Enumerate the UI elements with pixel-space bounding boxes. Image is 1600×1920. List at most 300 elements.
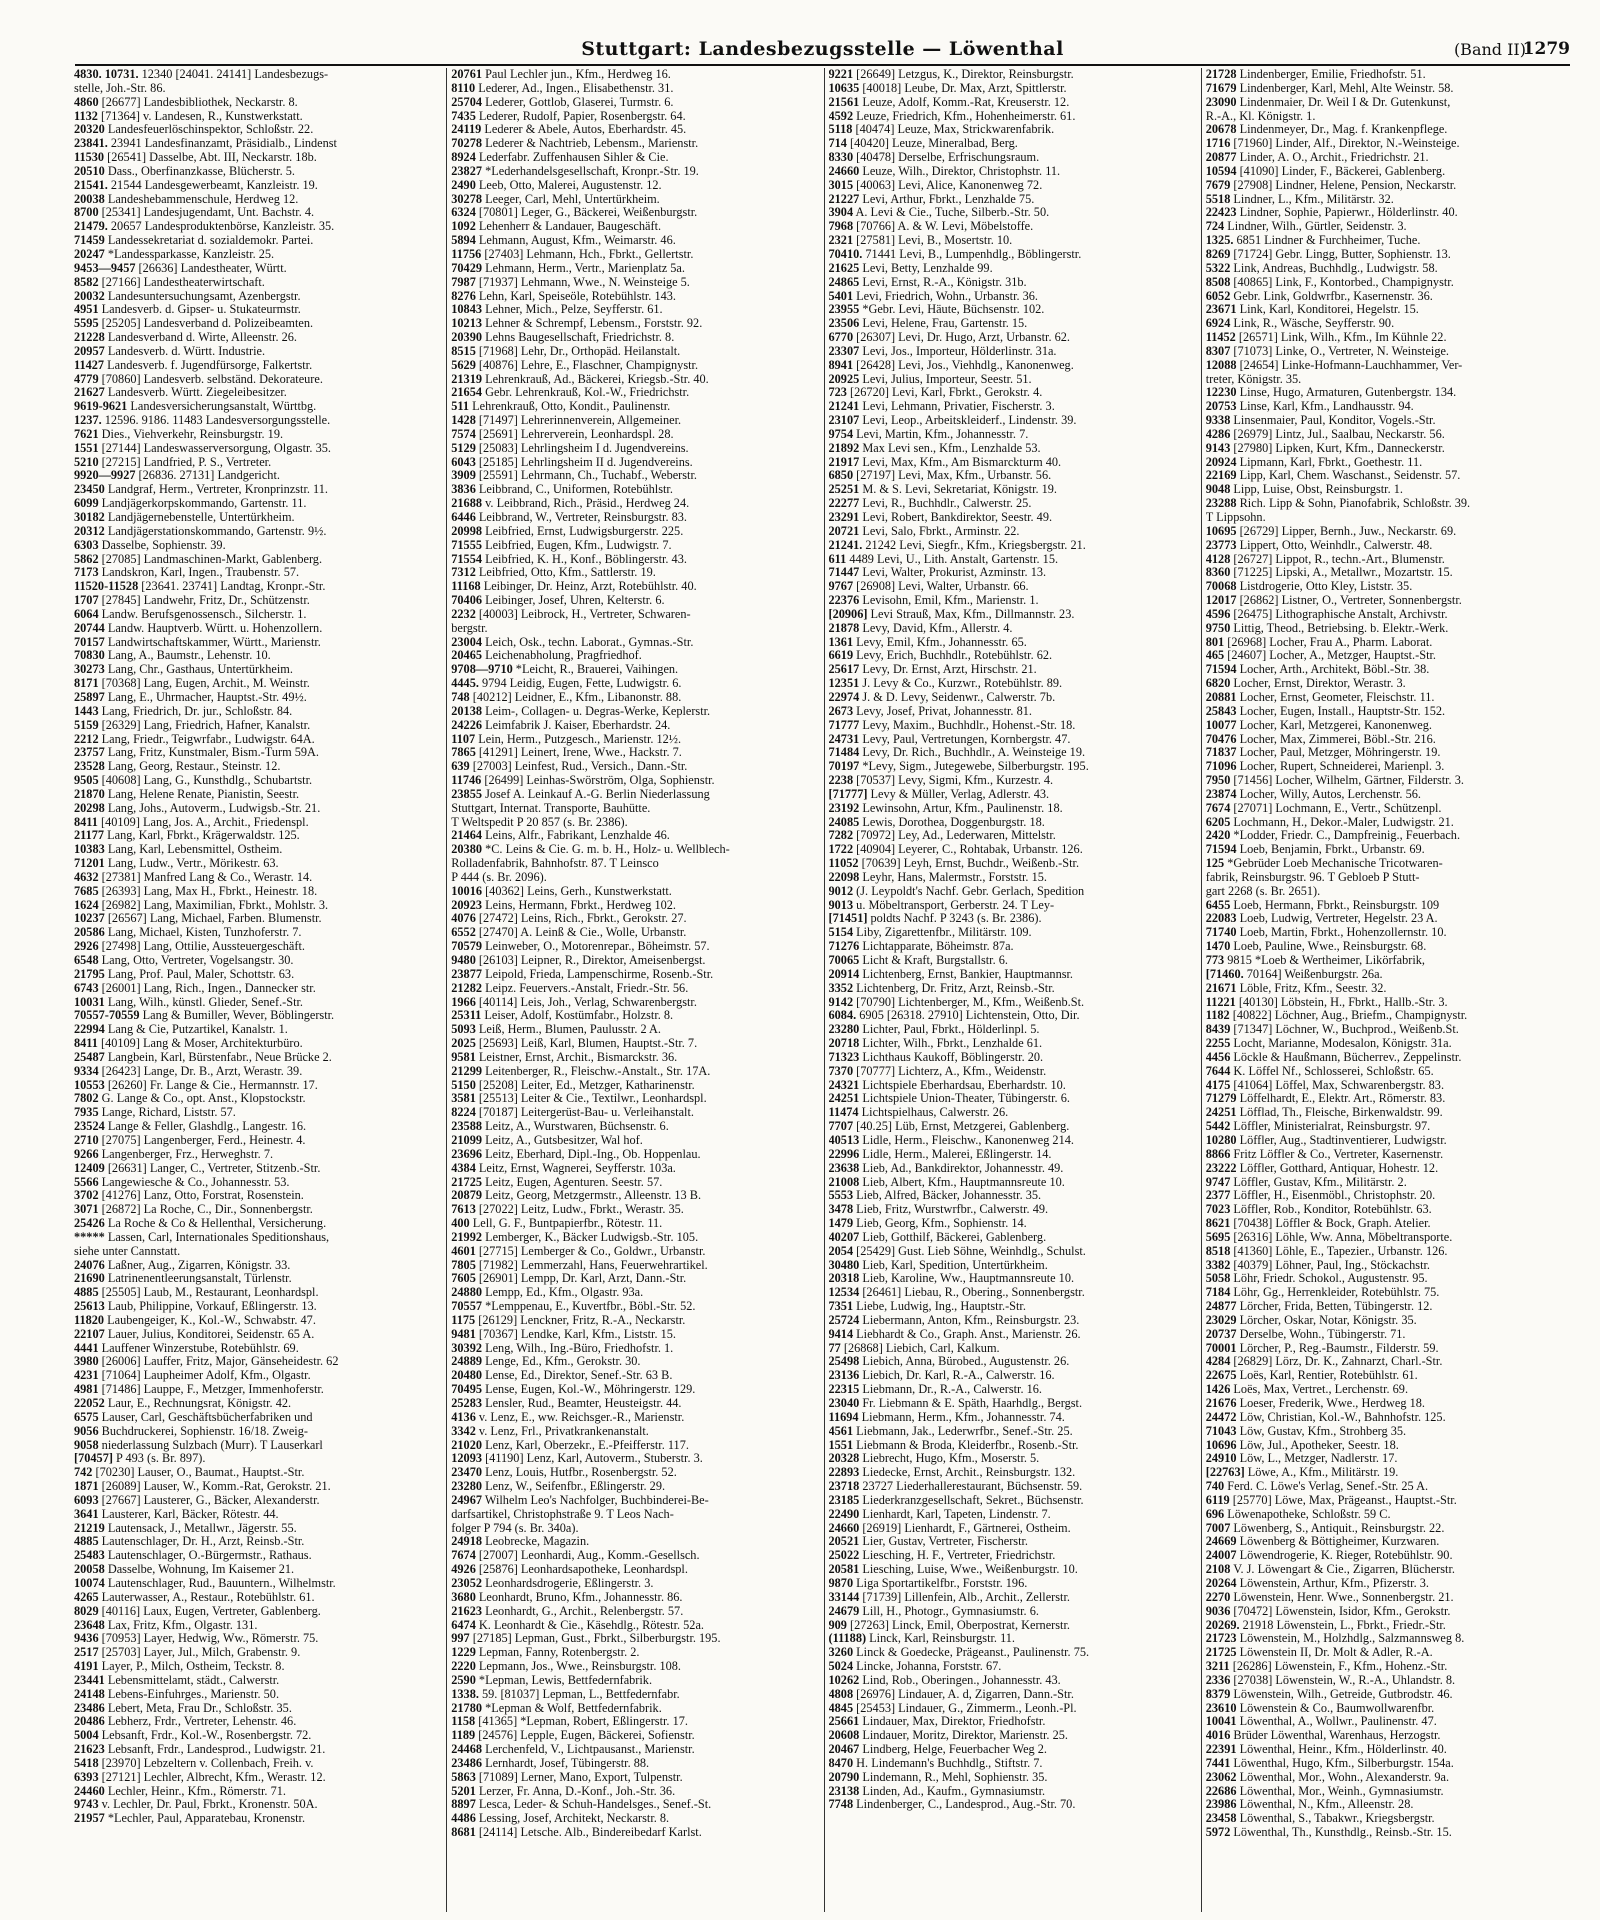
directory-entry	[451, 539, 817, 553]
phone-number: 25724	[828, 1313, 860, 1327]
phone-number: 3478	[828, 1203, 854, 1217]
phone-number: 33144	[828, 1590, 860, 1604]
directory-entry	[451, 1009, 817, 1023]
phone-number: 23441	[74, 1673, 105, 1687]
phone-number: (11188)	[828, 1632, 867, 1646]
entry-text: [41360] Löhle, E., Tapezier., Urbanstr. 126.	[1230, 1244, 1448, 1258]
phone-number: 24321	[828, 1078, 860, 1092]
directory-entry	[451, 1508, 817, 1522]
directory-entry	[1206, 386, 1572, 400]
directory-columns	[70, 68, 1578, 1912]
entry-text: [27381] Manfred Lang & Co., Werastr. 14.	[98, 870, 313, 884]
directory-entry	[74, 1425, 440, 1439]
directory-entry	[829, 511, 1195, 525]
phone-number: 7613	[451, 1203, 476, 1217]
entry-text: Levi, Arthur, Fbrkt., Lenzhalde 75.	[859, 192, 1035, 206]
phone-number: 7282	[828, 829, 854, 843]
entry-text: 20657 Landesproduktenbörse, Kanzleistr. 35.	[107, 220, 335, 234]
phone-number: 24085	[828, 815, 860, 829]
directory-entry	[829, 1466, 1195, 1480]
directory-entry	[74, 248, 440, 262]
entry-text: [27003] Leinfest, Rud., Versich., Dann.-Str.	[469, 760, 688, 774]
phone-number: 3980	[74, 1355, 99, 1369]
directory-entry	[829, 1300, 1195, 1314]
phone-number: 5972	[1205, 1826, 1231, 1840]
directory-entry	[451, 262, 817, 276]
phone-number: 23090	[1205, 95, 1237, 109]
entry-text: Lichtspiele Eberhardsau, Eberhardstr. 10.	[859, 1078, 1066, 1092]
phone-number: 23486	[74, 1701, 105, 1715]
directory-entry	[74, 1259, 440, 1273]
directory-entry	[1206, 677, 1572, 691]
entry-text: Linck & Goedecke, Prägeanst., Paulinenstr. 75.	[853, 1646, 1090, 1660]
directory-entry	[829, 82, 1195, 96]
entry-text: Leeger, Carl, Mehl, Untertürkheim.	[482, 192, 660, 206]
directory-entry	[829, 1397, 1195, 1411]
page-header	[75, 38, 1570, 66]
phone-number: 11452	[1205, 331, 1236, 345]
directory-entry	[1206, 1369, 1572, 1383]
directory-entry	[829, 940, 1195, 954]
phone-number: 23757	[74, 746, 105, 760]
entry-text: Lang & Cie, Putzartikel, Kanalstr. 1.	[104, 1023, 288, 1037]
entry-text: Leiß, Herm., Blumen, Paulusstr. 2 A.	[475, 1023, 661, 1037]
phone-number: 23192	[828, 801, 860, 815]
entry-text: Locher, Arth., Architekt, Böbl.-Str. 38.	[1236, 663, 1430, 677]
entry-text: Lang, Michael, Kisten, Tunzhoferstr. 7.	[104, 926, 302, 940]
entry-text: [27071] Lochmann, E., Vertr., Schützenpl.	[1230, 801, 1442, 815]
directory-entry	[74, 926, 440, 940]
entry-text: Lichter, Paul, Fbrkt., Hölderlinpl. 5.	[859, 1023, 1040, 1037]
entry-text: Löckle & Haußmann, Bücherrev., Zeppelinstr.	[1230, 1050, 1462, 1064]
entry-text: Leonhardt, G., Archit., Relenbergstr. 57.	[482, 1604, 684, 1618]
directory-entry	[829, 1106, 1195, 1120]
phone-number: 2054	[828, 1244, 854, 1258]
entry-text: Löwendrogerie, K. Rieger, Rotebühlstr. 90.	[1236, 1549, 1453, 1563]
directory-entry	[829, 1134, 1195, 1148]
entry-text: Lange, Richard, Liststr. 57.	[98, 1106, 236, 1120]
directory-entry	[1206, 317, 1572, 331]
entry-text: [26567] Lang, Michael, Farben. Blumenstr.	[104, 912, 322, 926]
phone-number: [71451]	[828, 912, 868, 926]
entry-text: Levi, Walter, Prokurist, Azminstr. 13.	[859, 566, 1047, 580]
directory-entry	[1206, 373, 1572, 387]
directory-entry	[74, 1397, 440, 1411]
entry-text: *Lemppenau, E., Kuvertfbr., Böbl.-Str. 52.	[482, 1300, 696, 1314]
directory-entry	[74, 1715, 440, 1729]
phone-number: 22996	[828, 1147, 860, 1161]
entry-text: Lieb, Karl, Spedition, Untertürkheim.	[859, 1258, 1048, 1272]
directory-entry	[1206, 1148, 1572, 1162]
entry-text: Leitz, Georg, Metzgermstr., Alleenstr. 13 B.	[482, 1189, 702, 1203]
entry-text: [25205] Landesverband d. Polizeibeamten.	[98, 317, 314, 331]
phone-number: 7312	[451, 566, 476, 580]
directory-entry	[451, 1563, 817, 1577]
phone-number: 25426	[74, 1217, 105, 1231]
phone-number: 6084.	[828, 1009, 857, 1023]
entry-text: [27121] Lechler, Albrecht, Kfm., Werastr. 12.	[98, 1770, 326, 1784]
directory-entry	[74, 206, 440, 220]
entry-text: [40.25] Lüb, Ernst, Metzgerei, Gablenberg.	[853, 1120, 1070, 1134]
directory-entry	[451, 1176, 817, 1190]
directory-entry	[74, 123, 440, 137]
entry-text: Leitenberger, R., Fleischw.-Anstalt., Str. 17A.	[482, 1064, 711, 1078]
directory-entry	[74, 829, 440, 843]
directory-entry	[829, 1259, 1195, 1273]
directory-entry	[829, 1425, 1195, 1439]
entry-text: [70472] Löwenstein, Isidor, Kfm., Gerokstr.	[1230, 1604, 1451, 1618]
phone-number: 6303	[74, 538, 99, 552]
phone-number: 71447	[828, 566, 860, 580]
entry-text: Lewis, Dorothea, Doggenburgstr. 18.	[859, 815, 1045, 829]
directory-entry	[829, 926, 1195, 940]
directory-entry	[1206, 746, 1572, 760]
entry-text: Lindenmaier, Dr. Weil I & Dr. Gutenkunst,	[1236, 95, 1451, 109]
entry-text: Liebich, Dr. Karl, R.-A., Calwerstr. 16.	[859, 1369, 1055, 1383]
entry-text: Linse, Hugo, Armaturen, Gutenbergstr. 134.	[1236, 386, 1457, 400]
phone-number: 23648	[74, 1618, 105, 1632]
directory-entry	[1206, 1286, 1572, 1300]
entry-text: Lindenberger, Emilie, Friedhofstr. 51.	[1236, 68, 1426, 81]
entry-text: [70187] Leitergerüst-Bau- u. Verleihanstalt.	[475, 1106, 694, 1120]
phone-number: 7351	[828, 1300, 854, 1314]
phone-number: 25487	[74, 1050, 105, 1064]
entry-text: siehe unter Cannstatt.	[74, 1244, 181, 1258]
entry-text: 21918 Löwenstein, L., Fbrkt., Friedr.-Str.	[1239, 1618, 1446, 1632]
directory-entry	[1206, 816, 1572, 830]
phone-number: 24007	[1205, 1549, 1237, 1563]
phone-number: 1182	[1205, 1009, 1230, 1023]
directory-entry	[451, 954, 817, 968]
phone-number: 3015	[828, 178, 854, 192]
directory-entry	[1206, 968, 1572, 982]
directory-entry	[74, 193, 440, 207]
directory-entry	[451, 428, 817, 442]
directory-entry	[451, 760, 817, 774]
phone-number: 20957	[74, 344, 105, 358]
entry-text: [26260] Fr. Lange & Cie., Hermannstr. 17.	[104, 1078, 318, 1092]
directory-entry	[451, 1328, 817, 1342]
phone-number: 8439	[1205, 1023, 1231, 1037]
phone-number: 24877	[1205, 1300, 1237, 1314]
phone-number: 71594	[1205, 663, 1237, 677]
directory-entry	[1206, 206, 1572, 220]
entry-text: [70953] Layer, Hedwig, Ww., Römerstr. 75.	[98, 1632, 319, 1646]
entry-text: Lax, Fritz, Kfm., Olgastr. 131.	[104, 1618, 258, 1632]
entry-text: Leiser, Adolf, Kostümfabr., Holzstr. 8.	[481, 1009, 674, 1023]
directory-entry	[829, 1189, 1195, 1203]
directory-entry	[1206, 760, 1572, 774]
directory-entry	[1206, 68, 1572, 82]
directory-entry	[829, 497, 1195, 511]
entry-text: Löwenthal, Th., Kunsthdlg., Reinsb.-Str. 15.	[1230, 1826, 1452, 1840]
phone-number: [70457]	[74, 1452, 113, 1466]
phone-number: 4136	[451, 1410, 476, 1424]
phone-number: 639	[451, 760, 470, 774]
phone-number: 773	[1205, 954, 1225, 967]
entry-text: [27022] Leitz, Ludw., Fbrkt., Werastr. 35.	[475, 1203, 684, 1217]
phone-number: 2232	[451, 607, 476, 621]
phone-number: 70406	[451, 594, 482, 608]
entry-text: Lebherz, Frdr., Vertreter, Lehenstr. 46.	[104, 1715, 297, 1729]
directory-entry	[1206, 1106, 1572, 1120]
phone-number: 21878	[828, 621, 860, 635]
entry-text: [71968] Lehr, Dr., Orthopäd. Heilanstalt.	[475, 344, 681, 358]
entry-text: T Weltspedit P 20 857 (s. Br. 2386).	[451, 815, 628, 829]
phone-number: 9221	[828, 68, 854, 81]
entry-text: Lindemann, R., Mehl, Sophienstr. 35.	[859, 1770, 1048, 1784]
directory-entry	[829, 262, 1195, 276]
phone-number: 2220	[451, 1660, 476, 1674]
directory-entry	[74, 1771, 440, 1785]
directory-entry	[74, 497, 440, 511]
directory-entry	[829, 816, 1195, 830]
entry-text: Löwenapotheke, Schloßstr. 59 C.	[1224, 1507, 1391, 1521]
directory-entry	[451, 1522, 817, 1536]
directory-entry	[829, 1328, 1195, 1342]
phone-number: 9414	[828, 1327, 854, 1341]
directory-entry	[451, 553, 817, 567]
phone-number: 8411	[74, 1037, 98, 1051]
directory-entry	[1206, 1439, 1572, 1453]
directory-entry	[1206, 1009, 1572, 1023]
directory-entry	[1206, 511, 1572, 525]
phone-number: 20608	[828, 1729, 860, 1743]
phone-number: 7685	[74, 884, 99, 898]
phone-number: 20312	[74, 524, 105, 538]
entry-text: Leibfried, Eugen, Kfm., Ludwigstr. 7.	[482, 538, 672, 552]
directory-entry	[829, 1079, 1195, 1093]
phone-number: 30480	[828, 1258, 860, 1272]
entry-text: Lindenberger, C., Landesprod., Aug.-Str. 70.	[853, 1798, 1076, 1812]
directory-entry	[451, 1771, 817, 1785]
directory-entry	[829, 1729, 1195, 1743]
phone-number: 1229	[451, 1646, 476, 1660]
directory-entry	[829, 982, 1195, 996]
phone-number: 714	[828, 137, 847, 151]
directory-entry	[829, 373, 1195, 387]
directory-entry	[829, 1494, 1195, 1508]
directory-entry	[74, 1798, 440, 1812]
entry-text: Loeb, Pauline, Wwe., Reinsburgstr. 68.	[1230, 940, 1427, 954]
entry-text: Leuze, Friedrich, Kfm., Hohenheimerstr. 61.	[853, 109, 1076, 123]
phone-number: 4441	[74, 1341, 99, 1355]
entry-text: [24607] Locher, A., Metzger, Hauptst.-Str.	[1224, 649, 1436, 663]
directory-entry	[829, 525, 1195, 539]
directory-entry	[1206, 234, 1572, 248]
entry-text: *Landessparkasse, Kanzleistr. 25.	[104, 247, 275, 261]
directory-entry	[829, 1577, 1195, 1591]
directory-entry	[829, 386, 1195, 400]
phone-number: 1175	[451, 1313, 476, 1327]
entry-text: v. Lechler, Dr. Paul, Fbrkt., Kronenstr. 50A.	[98, 1798, 318, 1812]
entry-text: Lang, E., Uhrmacher, Hauptst.-Str. 49½.	[104, 690, 307, 704]
entry-text: Löw, L., Metzger, Nadlerstr. 17.	[1236, 1452, 1398, 1466]
phone-number: 1551	[74, 441, 99, 455]
entry-text: Lochmann, H., Dekor.-Maler, Ludwigstr. 21.	[1230, 815, 1454, 829]
phone-number: 21725	[1205, 1646, 1237, 1660]
entry-text: Löffler, Ministerialrat, Reinsburgstr. 97.	[1230, 1120, 1431, 1134]
phone-number: 8700	[74, 206, 99, 220]
entry-text: Leibfried, Ernst, Ludwigsburgerstr. 225.	[482, 524, 684, 538]
phone-number: 909	[828, 1618, 847, 1632]
phone-number: 4456	[1205, 1050, 1231, 1064]
entry-text: Lieb, Georg, Kfm., Sophienstr. 14.	[853, 1217, 1027, 1231]
phone-number: 9754	[828, 427, 854, 441]
entry-text: Leeb, Otto, Malerei, Augustenstr. 12.	[475, 178, 662, 192]
entry-text: Landessekretariat d. sozialdemokr. Partei.	[104, 234, 314, 248]
directory-entry	[74, 622, 440, 636]
phone-number: 21241.	[828, 538, 863, 552]
directory-entry	[1206, 899, 1572, 913]
directory-entry	[74, 594, 440, 608]
entry-text: [71064] Laupheimer Adolf, Kfm., Olgastr.	[98, 1369, 311, 1383]
entry-text: 9794 Leidig, Eugen, Fette, Ludwigstr. 6.	[478, 677, 682, 691]
phone-number: 1470	[1205, 940, 1231, 954]
directory-entry	[451, 1134, 817, 1148]
phone-number: 9013	[828, 898, 854, 912]
directory-entry	[1206, 220, 1572, 234]
directory-entry	[829, 1286, 1195, 1300]
entry-text: *Leicht, R., Brauerei, Vaihingen.	[512, 663, 679, 677]
phone-number: 8360	[1205, 566, 1231, 580]
entry-text: Dass., Oberfinanzkasse, Blücherstr. 5.	[104, 164, 295, 178]
entry-text: Langbein, Karl, Bürstenfabr., Neue Brücke 2.	[104, 1050, 332, 1064]
entry-text: Löffler, Aug., Stadtinventierer, Ludwigstr.	[1236, 1133, 1447, 1147]
entry-text: Lell, G. F., Buntpapierfbr., Rötestr. 11.	[469, 1217, 663, 1231]
entry-text: Lörcher, P., Reg.-Baumstr., Filderstr. 59.	[1236, 1341, 1439, 1355]
entry-text: Löw, Christian, Kol.-W., Bahnhofstr. 125.	[1236, 1410, 1446, 1424]
directory-entry	[451, 1535, 817, 1549]
directory-entry	[1206, 1605, 1572, 1619]
entry-text: Lensler, Rud., Beamter, Heusteigstr. 44.	[482, 1397, 682, 1410]
phone-number: 23222	[1205, 1161, 1237, 1175]
entry-text: Littig, Theod., Betriebsing. b. Elektr.-Werk.	[1230, 621, 1449, 635]
entry-text: [27498] Lang, Ottilie, Aussteuergeschäft.	[98, 940, 305, 954]
entry-text: Lidle, Herm., Fleischw., Kanonenweg 214.	[859, 1133, 1074, 1147]
phone-number: 1624	[74, 898, 99, 912]
entry-text: Lausterer, Karl, Bäcker, Rötestr. 44.	[98, 1507, 279, 1521]
directory-entry	[451, 663, 817, 677]
entry-text: Lindauer, Moritz, Direktor, Marienstr. 25.	[859, 1729, 1068, 1743]
entry-text: Lienhardt, Karl, Tapeten, Lindenstr. 7.	[859, 1507, 1051, 1521]
phone-number: 7674	[451, 1549, 476, 1563]
entry-text: Lepmann, Jos., Wwe., Reinsburgstr. 108.	[475, 1660, 682, 1674]
directory-entry	[74, 1591, 440, 1605]
directory-entry	[1206, 1743, 1572, 1757]
phone-number: 3071	[74, 1203, 99, 1217]
directory-entry	[451, 871, 817, 885]
phone-number: 20914	[828, 967, 860, 981]
entry-text: Lang, Ludw., Vertr., Mörikestr. 63.	[104, 857, 279, 871]
entry-text: Lang, Johs., Autoverm., Ludwigsb.-Str. 21.	[104, 801, 321, 815]
entry-text: Lederer & Abele, Autos, Eberhardstr. 45.	[481, 123, 687, 137]
phone-number: 71276	[828, 940, 860, 954]
entry-text: [26329] Lang, Friedrich, Hafner, Kanalstr.	[98, 718, 311, 732]
entry-text: Lederer, Rudolf, Papier, Rosenbergstr. 64.	[475, 109, 686, 123]
entry-text: [71497] Lehrerinnenverein, Allgemeiner.	[475, 414, 682, 428]
entry-text: Leistner, Ernst, Archit., Bismarckstr. 36.	[475, 1050, 678, 1064]
directory-entry	[829, 193, 1195, 207]
phone-number: 9266	[74, 1147, 99, 1161]
entry-text: Leonhardsdrogerie, Eßlingerstr. 3.	[482, 1576, 654, 1590]
directory-entry	[74, 912, 440, 926]
phone-number: 21654	[451, 386, 482, 400]
phone-number: 10237	[74, 912, 105, 926]
directory-entry	[451, 511, 817, 525]
entry-text: Landgraf, Herm., Vertreter, Kronprinzstr. 11.	[104, 483, 328, 497]
directory-entry	[451, 608, 817, 622]
directory-entry	[1206, 1826, 1572, 1840]
directory-entry	[451, 677, 817, 691]
entry-text: Lieb, Fritz, Wurstwrfbr., Calwerstr. 49.	[853, 1203, 1049, 1217]
directory-column	[824, 68, 1201, 1912]
entry-text: [26868] Liebich, Carl, Kalkum.	[840, 1341, 1000, 1355]
directory-entry	[829, 331, 1195, 345]
phone-number: 23524	[74, 1120, 105, 1134]
directory-entry	[1206, 1203, 1572, 1217]
phone-number: 21780	[451, 1701, 482, 1715]
entry-text: [27581] Levi, B., Mosertstr. 10.	[853, 234, 1013, 248]
phone-number: 1551	[828, 1438, 854, 1452]
phone-number: 23280	[451, 1480, 482, 1494]
directory-entry	[829, 1702, 1195, 1716]
phone-number: 10696	[1205, 1438, 1237, 1452]
entry-text: *Lederhandelsgesellschaft, Kronpr.-Str. 19.	[482, 164, 699, 178]
entry-text: Listdrogerie, Otto Kley, Liststr. 35.	[1236, 580, 1413, 594]
phone-number: 7707	[828, 1120, 854, 1134]
directory-entry	[74, 1300, 440, 1314]
entry-text: [25341] Landesjugendamt, Unt. Bachstr. 4.	[98, 206, 315, 220]
directory-entry	[451, 1272, 817, 1286]
entry-text: Löffler, H., Eisenmöbl., Christophstr. 20.	[1230, 1189, 1436, 1203]
entry-text: [25083] Lehrlingsheim I d. Jugendvereins.	[475, 441, 689, 455]
directory-entry	[829, 608, 1195, 622]
directory-entry	[74, 386, 440, 400]
entry-text: Lang, Prof. Paul, Maler, Schottstr. 63.	[104, 967, 295, 981]
entry-text: Lederer, Gottlob, Glaserei, Turmstr. 6.	[482, 95, 674, 109]
entry-text: [25703] Layer, Jul., Milch, Grabenstr. 9.	[98, 1646, 301, 1660]
phone-number: 20465	[451, 649, 482, 663]
directory-entry	[74, 1245, 440, 1259]
directory-entry	[829, 829, 1195, 843]
entry-text: *Levy, Sigm., Jutegewebe, Silberburgstr. 195.	[859, 760, 1089, 774]
phone-number: 8110	[451, 81, 476, 95]
directory-entry	[74, 733, 440, 747]
phone-number: 23291	[828, 511, 860, 524]
directory-entry	[829, 580, 1195, 594]
entry-text: Liebmann & Broda, Kleiderfbr., Rosenb.-Str.	[853, 1438, 1079, 1452]
entry-text: Lederer, Ad., Ingen., Elisabethenstr. 31.	[475, 81, 674, 95]
entry-text: Landw. Berufsgenossensch., Silcherstr. 1.	[98, 607, 307, 621]
directory-entry	[829, 636, 1195, 650]
phone-number: 71484	[828, 746, 860, 760]
phone-number: 71555	[451, 538, 482, 552]
entry-text: [70639] Leyh, Ernst, Buchdr., Weißenb.-Str.	[858, 857, 1080, 871]
entry-text: [25453] Lindauer, G., Zimmerm., Leonh.-Pl.	[853, 1701, 1077, 1715]
directory-entry	[829, 1605, 1195, 1619]
phone-number: 71554	[451, 552, 482, 566]
entry-text: Levy, Josef, Privat, Johannesstr. 81.	[853, 704, 1032, 718]
phone-number: 22423	[1205, 206, 1237, 220]
directory-entry	[451, 705, 817, 719]
directory-entry	[829, 1162, 1195, 1176]
directory-entry	[74, 1328, 440, 1342]
entry-text: (J. Leypoldt's Nachf. Gebr. Gerlach, Spedition	[853, 884, 1085, 898]
phone-number: 6924	[1205, 317, 1231, 331]
phone-number: 22277	[828, 497, 860, 511]
phone-number: 11427	[74, 358, 105, 372]
